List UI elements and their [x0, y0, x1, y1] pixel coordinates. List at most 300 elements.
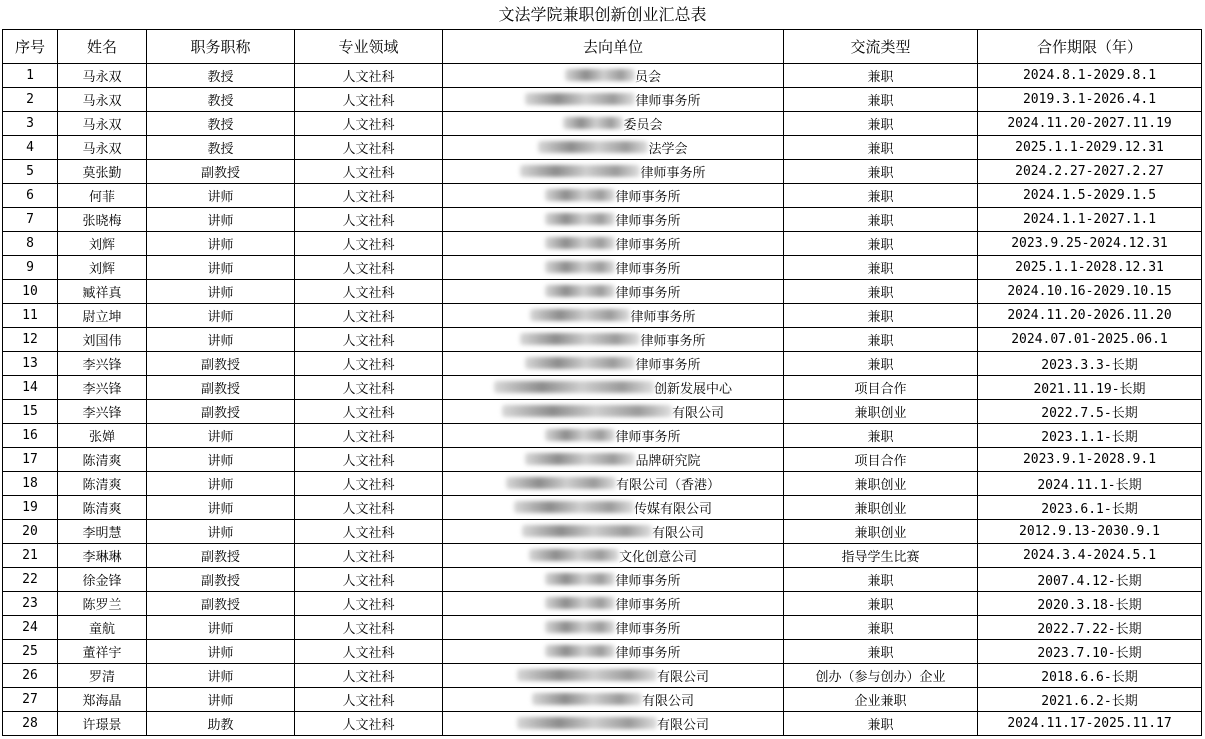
header-cell-field[interactable]: 专业领域 — [295, 30, 443, 64]
org-content — [525, 90, 700, 109]
cell-type[interactable]: 项目合作 — [784, 376, 978, 400]
redaction-blur — [494, 381, 654, 393]
cell-org[interactable] — [443, 664, 784, 688]
table-body — [3, 64, 1202, 736]
redaction-blur — [506, 477, 616, 489]
cell-org[interactable] — [443, 208, 784, 232]
cell-period[interactable]: 2020.3.18-长期 — [978, 592, 1202, 616]
cell-title[interactable]: 教授 — [147, 112, 295, 136]
cell-type[interactable]: 兼职创业 — [784, 520, 978, 544]
redaction-blur — [545, 621, 615, 633]
cell-org[interactable] — [443, 112, 784, 136]
table-row — [3, 712, 1202, 736]
cell-org[interactable] — [443, 712, 784, 736]
cell-field[interactable]: 人文社科 — [295, 616, 443, 640]
org-content — [525, 354, 700, 373]
org-content — [520, 330, 705, 349]
org-content — [532, 690, 694, 709]
header-cell-period[interactable]: 合作期限（年） — [978, 30, 1202, 64]
cell-name[interactable]: 董祥宇 — [58, 640, 147, 664]
cell-title[interactable]: 教授 — [147, 136, 295, 160]
cell-type[interactable]: 兼职 — [784, 712, 978, 736]
cell-type[interactable]: 兼职 — [784, 64, 978, 88]
cell-title[interactable]: 副教授 — [147, 352, 295, 376]
org-content — [545, 282, 680, 301]
cell-title[interactable]: 副教授 — [147, 544, 295, 568]
cell-type[interactable]: 兼职 — [784, 592, 978, 616]
cell-field[interactable]: 人文社科 — [295, 472, 443, 496]
cell-field[interactable]: 人文社科 — [295, 184, 443, 208]
cell-period[interactable]: 2021.11.19-长期 — [978, 376, 1202, 400]
cell-type[interactable]: 兼职 — [784, 256, 978, 280]
cell-org[interactable] — [443, 352, 784, 376]
cell-name[interactable]: 陈清爽 — [58, 472, 147, 496]
redaction-blur — [545, 213, 615, 225]
cell-field[interactable]: 人文社科 — [295, 376, 443, 400]
cell-title[interactable]: 副教授 — [147, 592, 295, 616]
cell-name[interactable]: 刘辉 — [58, 232, 147, 256]
cell-org[interactable] — [443, 688, 784, 712]
table-row — [3, 88, 1202, 112]
cell-period[interactable]: 2023.7.10-长期 — [978, 640, 1202, 664]
org-content — [494, 378, 732, 397]
cell-field[interactable]: 人文社科 — [295, 304, 443, 328]
cell-name[interactable]: 李兴锋 — [58, 400, 147, 424]
cell-period[interactable]: 2024.11.1-长期 — [978, 472, 1202, 496]
cell-title[interactable]: 助教 — [147, 712, 295, 736]
cell-type[interactable]: 兼职 — [784, 328, 978, 352]
org-content — [514, 498, 712, 517]
redaction-blur — [530, 309, 630, 321]
cell-no[interactable]: 25 — [3, 640, 58, 664]
cell-period[interactable]: 2024.11.20-2027.11.19 — [978, 112, 1202, 136]
cell-type[interactable]: 兼职 — [784, 136, 978, 160]
table-row — [3, 448, 1202, 472]
table-row — [3, 520, 1202, 544]
redaction-blur — [545, 237, 615, 249]
cell-field[interactable]: 人文社科 — [295, 448, 443, 472]
cell-no[interactable]: 22 — [3, 568, 58, 592]
cell-no[interactable]: 12 — [3, 328, 58, 352]
org-content — [545, 642, 680, 661]
table-row — [3, 280, 1202, 304]
cell-field[interactable]: 人文社科 — [295, 328, 443, 352]
cell-field[interactable]: 人文社科 — [295, 400, 443, 424]
cell-type[interactable]: 项目合作 — [784, 448, 978, 472]
cell-no[interactable]: 13 — [3, 352, 58, 376]
cell-title[interactable]: 讲师 — [147, 448, 295, 472]
cell-no[interactable]: 20 — [3, 520, 58, 544]
cell-org[interactable] — [443, 88, 784, 112]
cell-type[interactable]: 兼职 — [784, 184, 978, 208]
org-content — [520, 162, 705, 181]
cell-no[interactable]: 28 — [3, 712, 58, 736]
table-row — [3, 664, 1202, 688]
redaction-blur — [502, 405, 672, 417]
org-visible-text: 品牌研究院 — [635, 453, 701, 469]
redaction-blur — [520, 165, 640, 177]
cell-title[interactable]: 讲师 — [147, 280, 295, 304]
cell-period[interactable]: 2023.9.1-2028.9.1 — [978, 448, 1202, 472]
cell-field[interactable]: 人文社科 — [295, 112, 443, 136]
cell-type[interactable]: 兼职创业 — [784, 400, 978, 424]
cell-org[interactable] — [443, 376, 784, 400]
cell-no[interactable]: 17 — [3, 448, 58, 472]
cell-field[interactable]: 人文社科 — [295, 664, 443, 688]
org-visible-text: 法学会 — [648, 141, 688, 157]
cell-name[interactable]: 李兴锋 — [58, 376, 147, 400]
table-row — [3, 160, 1202, 184]
cell-type[interactable]: 创办（参与创办）企业 — [784, 664, 978, 688]
cell-name[interactable]: 刘辉 — [58, 256, 147, 280]
cell-period[interactable]: 2007.4.12-长期 — [978, 568, 1202, 592]
cell-type[interactable]: 兼职 — [784, 568, 978, 592]
redaction-blur — [545, 597, 615, 609]
cell-org[interactable] — [443, 256, 784, 280]
cell-name[interactable]: 何菲 — [58, 184, 147, 208]
header-cell-title[interactable]: 职务职称 — [147, 30, 295, 64]
cell-field[interactable]: 人文社科 — [295, 688, 443, 712]
cell-name[interactable]: 童航 — [58, 616, 147, 640]
cell-field[interactable]: 人文社科 — [295, 136, 443, 160]
cell-type[interactable]: 兼职 — [784, 88, 978, 112]
cell-period[interactable]: 2023.3.3-长期 — [978, 352, 1202, 376]
redaction-blur — [525, 453, 635, 465]
org-visible-text: 律师事务所 — [615, 261, 681, 277]
org-visible-text: 有限公司 — [671, 405, 724, 421]
cell-field[interactable]: 人文社科 — [295, 208, 443, 232]
cell-org[interactable] — [443, 424, 784, 448]
cell-field[interactable]: 人文社科 — [295, 232, 443, 256]
cell-field[interactable]: 人文社科 — [295, 424, 443, 448]
table-row — [3, 592, 1202, 616]
cell-period[interactable]: 2022.7.22-长期 — [978, 616, 1202, 640]
cell-name[interactable]: 马永双 — [58, 88, 147, 112]
table-row — [3, 616, 1202, 640]
cell-org[interactable] — [443, 160, 784, 184]
cell-title[interactable]: 副教授 — [147, 400, 295, 424]
org-visible-text: 律师事务所 — [615, 189, 681, 205]
cell-no[interactable]: 4 — [3, 136, 58, 160]
cell-org[interactable] — [443, 400, 784, 424]
redaction-blur — [517, 669, 657, 681]
cell-title[interactable]: 讲师 — [147, 424, 295, 448]
table-row — [3, 544, 1202, 568]
table-row — [3, 256, 1202, 280]
cell-org[interactable] — [443, 496, 784, 520]
cell-period[interactable]: 2024.1.5-2029.1.5 — [978, 184, 1202, 208]
cell-no[interactable]: 2 — [3, 88, 58, 112]
cell-name[interactable]: 尉立坤 — [58, 304, 147, 328]
org-content — [517, 714, 709, 733]
cell-no[interactable]: 5 — [3, 160, 58, 184]
cell-org[interactable] — [443, 64, 784, 88]
org-content — [529, 546, 697, 565]
header-row — [3, 30, 1202, 64]
cell-no[interactable]: 14 — [3, 376, 58, 400]
cell-period[interactable]: 2022.7.5-长期 — [978, 400, 1202, 424]
org-content — [530, 306, 695, 325]
redaction-blur — [525, 93, 635, 105]
redaction-blur — [538, 141, 648, 153]
org-visible-text: 律师事务所 — [615, 237, 681, 253]
cell-period[interactable]: 2025.1.1-2029.12.31 — [978, 136, 1202, 160]
cell-title[interactable]: 讲师 — [147, 232, 295, 256]
table-row — [3, 328, 1202, 352]
org-content — [545, 594, 680, 613]
cell-period[interactable]: 2024.11.20-2026.11.20 — [978, 304, 1202, 328]
org-visible-text: 有限公司 — [656, 669, 709, 685]
cell-name[interactable]: 马永双 — [58, 64, 147, 88]
cell-no[interactable]: 3 — [3, 112, 58, 136]
org-content — [517, 666, 709, 685]
cell-field[interactable]: 人文社科 — [295, 712, 443, 736]
table-row — [3, 232, 1202, 256]
cell-type[interactable]: 兼职 — [784, 352, 978, 376]
cell-title[interactable]: 讲师 — [147, 616, 295, 640]
cell-no[interactable]: 19 — [3, 496, 58, 520]
cell-name[interactable]: 莫张勤 — [58, 160, 147, 184]
cell-name[interactable]: 李兴锋 — [58, 352, 147, 376]
cell-title[interactable]: 讲师 — [147, 304, 295, 328]
cell-title[interactable]: 讲师 — [147, 184, 295, 208]
cell-org[interactable] — [443, 136, 784, 160]
cell-period[interactable]: 2023.1.1-长期 — [978, 424, 1202, 448]
cell-type[interactable]: 企业兼职 — [784, 688, 978, 712]
cell-name[interactable]: 罗清 — [58, 664, 147, 688]
org-visible-text: 律师事务所 — [635, 93, 701, 109]
cell-name[interactable]: 马永双 — [58, 136, 147, 160]
redaction-blur — [545, 573, 615, 585]
cell-title[interactable]: 副教授 — [147, 568, 295, 592]
cell-type[interactable]: 兼职创业 — [784, 472, 978, 496]
cell-no[interactable]: 6 — [3, 184, 58, 208]
cell-field[interactable]: 人文社科 — [295, 496, 443, 520]
org-visible-text: 创新发展中心 — [653, 381, 732, 397]
redaction-blur — [520, 333, 640, 345]
cell-org[interactable] — [443, 520, 784, 544]
cell-org[interactable] — [443, 544, 784, 568]
cell-org[interactable] — [443, 328, 784, 352]
cell-name[interactable]: 李琳琳 — [58, 544, 147, 568]
cell-no[interactable]: 7 — [3, 208, 58, 232]
table-row — [3, 688, 1202, 712]
cell-org[interactable] — [443, 616, 784, 640]
org-visible-text: 律师事务所 — [615, 645, 681, 661]
org-content — [522, 522, 704, 541]
org-content — [538, 138, 687, 157]
org-visible-text: 律师事务所 — [640, 333, 706, 349]
cell-name[interactable]: 马永双 — [58, 112, 147, 136]
sheet-title: 文法学院兼职创新创业汇总表 — [498, 5, 707, 24]
cell-type[interactable]: 兼职 — [784, 280, 978, 304]
cell-name[interactable]: 郑海晶 — [58, 688, 147, 712]
org-visible-text: 律师事务所 — [635, 357, 701, 373]
cell-period[interactable]: 2023.9.25-2024.12.31 — [978, 232, 1202, 256]
cell-org[interactable] — [443, 184, 784, 208]
cell-name[interactable]: 许璟景 — [58, 712, 147, 736]
cell-no[interactable]: 26 — [3, 664, 58, 688]
org-content — [545, 258, 680, 277]
cell-no[interactable]: 9 — [3, 256, 58, 280]
cell-field[interactable]: 人文社科 — [295, 280, 443, 304]
cell-field[interactable]: 人文社科 — [295, 160, 443, 184]
org-visible-text: 律师事务所 — [615, 573, 681, 589]
org-visible-text: 律师事务所 — [615, 213, 681, 229]
cell-period[interactable]: 2024.2.27-2027.2.27 — [978, 160, 1202, 184]
cell-title[interactable]: 讲师 — [147, 328, 295, 352]
cell-org[interactable] — [443, 568, 784, 592]
cell-name[interactable]: 张晓梅 — [58, 208, 147, 232]
cell-name[interactable]: 李明慧 — [58, 520, 147, 544]
cell-field[interactable]: 人文社科 — [295, 592, 443, 616]
cell-name[interactable]: 陈清爽 — [58, 496, 147, 520]
cell-field[interactable]: 人文社科 — [295, 520, 443, 544]
cell-type[interactable]: 兼职 — [784, 160, 978, 184]
cell-period[interactable]: 2012.9.13-2030.9.1 — [978, 520, 1202, 544]
redaction-blur — [532, 693, 642, 705]
org-content — [545, 186, 680, 205]
cell-no[interactable]: 21 — [3, 544, 58, 568]
cell-field[interactable]: 人文社科 — [295, 568, 443, 592]
cell-type[interactable]: 指导学生比赛 — [784, 544, 978, 568]
cell-period[interactable]: 2024.11.17-2025.11.17 — [978, 712, 1202, 736]
cell-no[interactable]: 23 — [3, 592, 58, 616]
cell-field[interactable]: 人文社科 — [295, 544, 443, 568]
org-visible-text: 有限公司 — [656, 717, 709, 733]
cell-no[interactable]: 24 — [3, 616, 58, 640]
cell-type[interactable]: 兼职 — [784, 424, 978, 448]
cell-no[interactable]: 18 — [3, 472, 58, 496]
org-content — [565, 66, 661, 85]
table-row — [3, 136, 1202, 160]
org-visible-text: 文化创意公司 — [618, 549, 697, 565]
org-visible-text: 律师事务所 — [615, 429, 681, 445]
cell-no[interactable]: 10 — [3, 280, 58, 304]
redaction-blur — [545, 645, 615, 657]
cell-type[interactable]: 兼职 — [784, 304, 978, 328]
cell-org[interactable] — [443, 448, 784, 472]
header-cell-type[interactable]: 交流类型 — [784, 30, 978, 64]
cell-name[interactable]: 臧祥真 — [58, 280, 147, 304]
org-content — [545, 426, 680, 445]
table-row — [3, 64, 1202, 88]
cell-name[interactable]: 徐金锋 — [58, 568, 147, 592]
cell-period[interactable]: 2024.8.1-2029.8.1 — [978, 64, 1202, 88]
redaction-blur — [545, 429, 615, 441]
cell-title[interactable]: 讲师 — [147, 664, 295, 688]
org-content — [545, 210, 680, 229]
header-cell-no[interactable]: 序号 — [3, 30, 58, 64]
cell-title[interactable]: 教授 — [147, 64, 295, 88]
cell-field[interactable]: 人文社科 — [295, 88, 443, 112]
table-row — [3, 112, 1202, 136]
cell-period[interactable]: 2024.07.01-2025.06.1 — [978, 328, 1202, 352]
org-visible-text: 有限公司 — [651, 525, 704, 541]
org-visible-text: 有限公司 — [641, 693, 694, 709]
table-row — [3, 472, 1202, 496]
redaction-blur — [545, 261, 615, 273]
cell-no[interactable]: 27 — [3, 688, 58, 712]
cell-name[interactable]: 陈罗兰 — [58, 592, 147, 616]
cell-title[interactable]: 讲师 — [147, 472, 295, 496]
cell-name[interactable]: 刘国伟 — [58, 328, 147, 352]
cell-period[interactable]: 2024.1.1-2027.1.1 — [978, 208, 1202, 232]
cell-type[interactable]: 兼职 — [784, 616, 978, 640]
cell-field[interactable]: 人文社科 — [295, 352, 443, 376]
cell-title[interactable]: 讲师 — [147, 688, 295, 712]
cell-field[interactable]: 人文社科 — [295, 640, 443, 664]
org-visible-text: 委员会 — [623, 117, 663, 133]
cell-org[interactable] — [443, 640, 784, 664]
cell-org[interactable] — [443, 304, 784, 328]
cell-org[interactable] — [443, 280, 784, 304]
cell-title[interactable]: 讲师 — [147, 256, 295, 280]
cell-field[interactable]: 人文社科 — [295, 256, 443, 280]
cell-period[interactable]: 2024.10.16-2029.10.15 — [978, 280, 1202, 304]
cell-no[interactable]: 15 — [3, 400, 58, 424]
cell-no[interactable]: 1 — [3, 64, 58, 88]
summary-table — [2, 29, 1202, 736]
header-cell-name[interactable]: 姓名 — [58, 30, 147, 64]
org-content — [545, 570, 680, 589]
cell-org[interactable] — [443, 232, 784, 256]
table-row — [3, 352, 1202, 376]
cell-type[interactable]: 兼职 — [784, 232, 978, 256]
cell-period[interactable]: 2021.6.2-长期 — [978, 688, 1202, 712]
cell-title[interactable]: 教授 — [147, 88, 295, 112]
cell-type[interactable]: 兼职 — [784, 640, 978, 664]
redaction-blur — [545, 285, 615, 297]
org-content — [563, 114, 662, 133]
table-row — [3, 424, 1202, 448]
cell-type[interactable]: 兼职 — [784, 112, 978, 136]
cell-no[interactable]: 8 — [3, 232, 58, 256]
cell-type[interactable]: 兼职创业 — [784, 496, 978, 520]
org-visible-text: 传媒有限公司 — [633, 501, 712, 517]
cell-period[interactable]: 2024.3.4-2024.5.1 — [978, 544, 1202, 568]
cell-type[interactable]: 兼职 — [784, 208, 978, 232]
cell-org[interactable] — [443, 472, 784, 496]
cell-period[interactable]: 2023.6.1-长期 — [978, 496, 1202, 520]
table-row — [3, 304, 1202, 328]
cell-period[interactable]: 2018.6.6-长期 — [978, 664, 1202, 688]
org-content — [545, 234, 680, 253]
header-cell-org[interactable]: 去向单位 — [443, 30, 784, 64]
table-row — [3, 208, 1202, 232]
cell-title[interactable]: 讲师 — [147, 640, 295, 664]
cell-field[interactable]: 人文社科 — [295, 64, 443, 88]
cell-no[interactable]: 16 — [3, 424, 58, 448]
org-visible-text: 律师事务所 — [640, 165, 706, 181]
cell-name[interactable]: 陈清爽 — [58, 448, 147, 472]
cell-period[interactable]: 2025.1.1-2028.12.31 — [978, 256, 1202, 280]
redaction-blur — [529, 549, 619, 561]
cell-title[interactable]: 副教授 — [147, 376, 295, 400]
cell-title[interactable]: 讲师 — [147, 496, 295, 520]
table-row — [3, 568, 1202, 592]
cell-period[interactable]: 2019.3.1-2026.4.1 — [978, 88, 1202, 112]
org-visible-text: 有限公司（香港） — [615, 477, 720, 493]
cell-no[interactable]: 11 — [3, 304, 58, 328]
cell-name[interactable]: 张婵 — [58, 424, 147, 448]
cell-title[interactable]: 副教授 — [147, 160, 295, 184]
cell-title[interactable]: 讲师 — [147, 520, 295, 544]
org-content — [545, 618, 680, 637]
redaction-blur — [525, 357, 635, 369]
cell-title[interactable]: 讲师 — [147, 208, 295, 232]
cell-org[interactable] — [443, 592, 784, 616]
